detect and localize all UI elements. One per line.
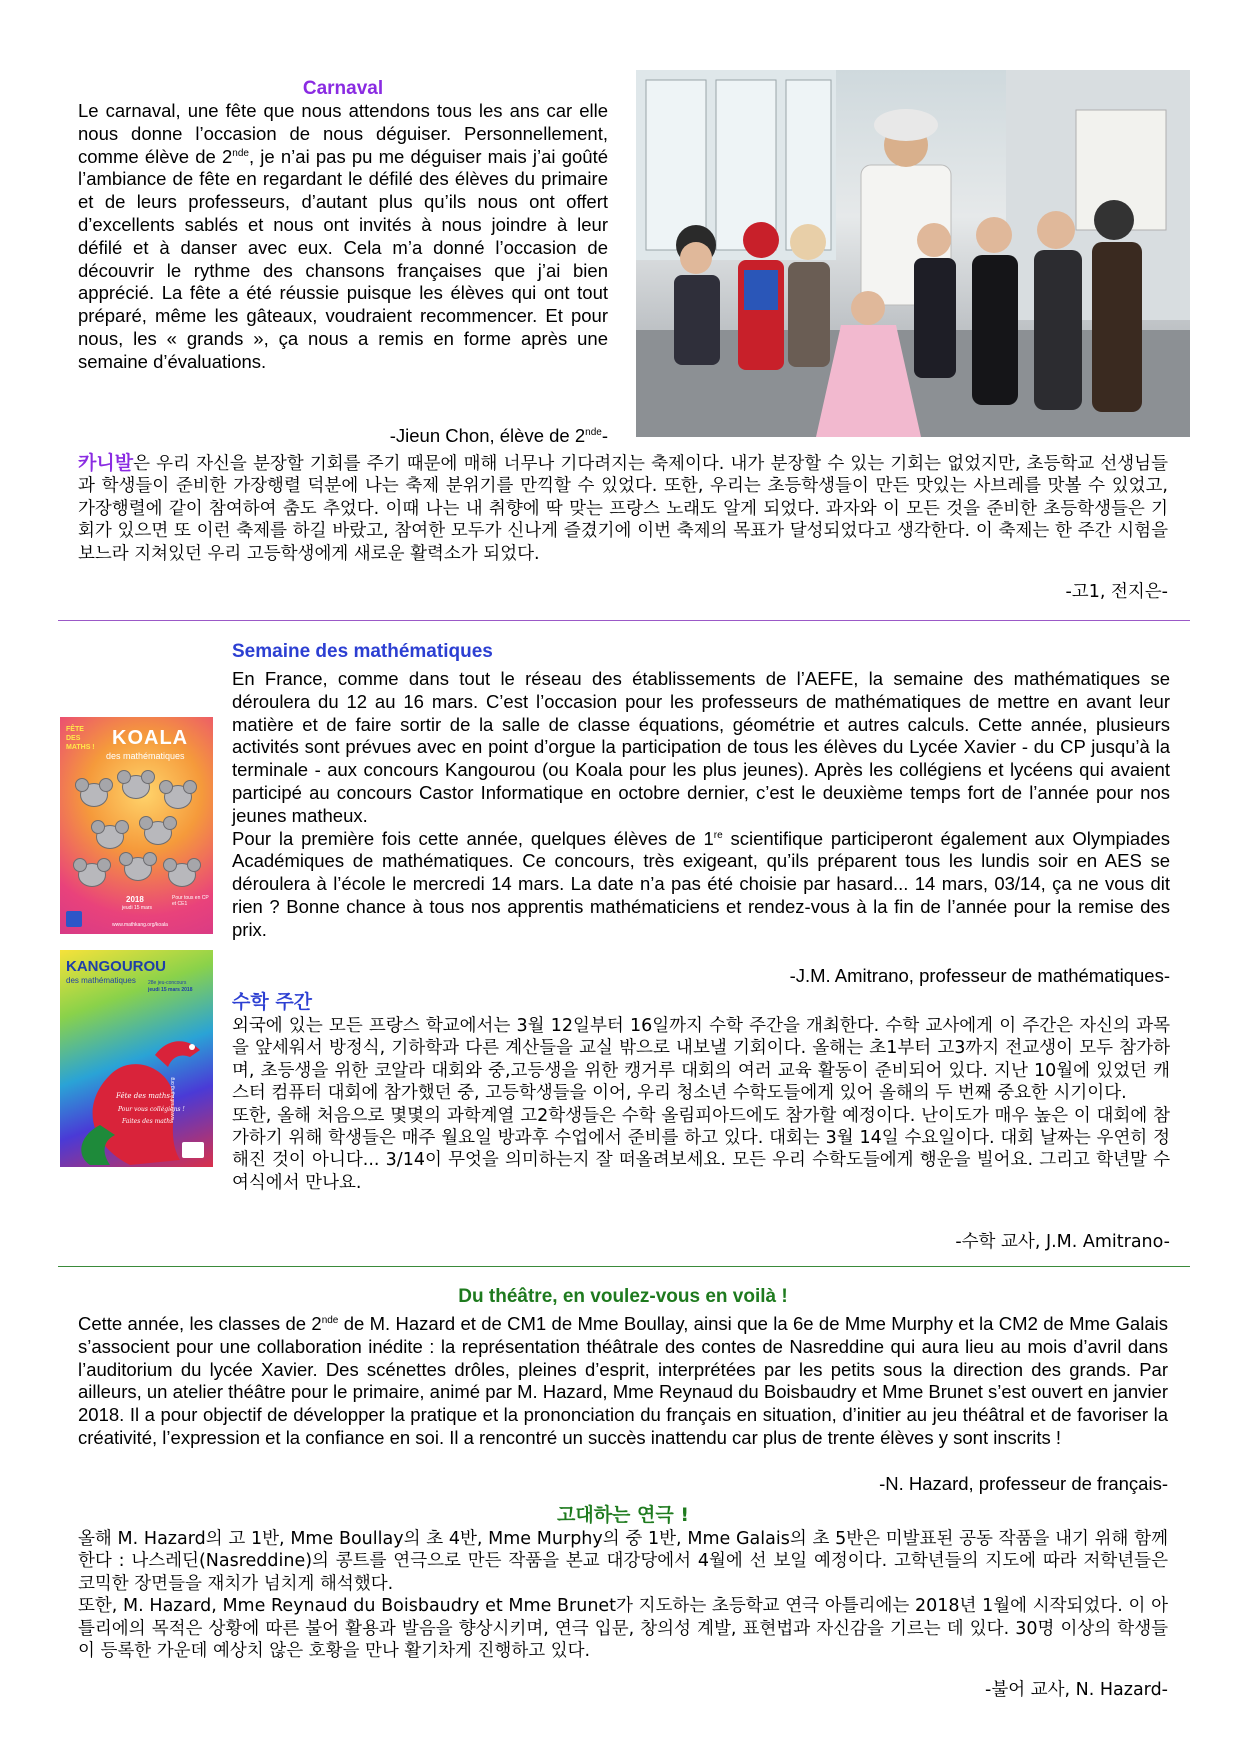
theatre-kr-paragraph-1: 올해 M. Hazard의 고 1반, Mme Boullay의 초 4반, Mme Murphy의 중 1반, Mme Galais의 초 5반은 미발표된 공동 작품을 내기 위해 함께 한다 : 나스레딘(Nasreddine)의 콩트를 연극으로 만든 작품을 본교 대강당에서 4월에 선 보일 예정이다. 고학년들의 지도에 따라 저학년들은 코믹한 장면들을 재치가 넘치게 해석했다. (78, 1529, 1168, 1594)
koala-poster-subtitle: des mathématiques (106, 751, 185, 761)
koala-poster-url: www.mathkang.org/koala (112, 922, 168, 928)
kangourou-poster-script-line-1: Fête des maths ! (116, 1092, 176, 1100)
carnaval-fr-signature: -Jieun Chon, élève de 2nde- (389, 425, 608, 446)
koala-icon (144, 821, 172, 845)
koala-poster-audience: Pour tous en CP et CE1 (172, 895, 209, 907)
koala-poster-logo (66, 911, 82, 927)
carnaval-fr-text: Le carnaval, une fête que nous attendons tous les ans car elle nous donne l’occasion de nous déguiser. Personnellement, comme élève de 2nde, je n’ai pas pu me déguiser mais j’ai goûté l’ambiance de fête en regardant le défilé des élèves du primaire et de leurs professeurs, d’autant plus qu’ils nous ont offert d’excellents sablés et nous ont invités à nous joindre à leur défilé et à danser avec eux. Cela m’a donné l’occasion de découvrir le rythme des chansons françaises que j’ai bien apprécié. La fête a été réussie puisque les élèves qui ont tout préparé, même les gâteaux, voudraient recommencer. Et pour nous, les « grands », ça nous a remis en forme après une semaine d’évaluations. (78, 100, 608, 372)
maths-kr-title: 수학 주간 (232, 991, 313, 1013)
kangourou-poster-script-line-3: Faites des maths (122, 1118, 174, 1125)
maths-fr-signature: -J.M. Amitrano, professeur de mathématiques- (789, 965, 1170, 986)
carnaval-kr-signature: -고1, 전지은- (1065, 582, 1168, 602)
carnaval-photo (636, 70, 1190, 437)
theatre-kr-paragraph-2: 또한, M. Hazard, Mme Reynaud du Boisbaudry et Mme Brunet가 지도하는 초등학교 연극 아틀리에는 2018년 1월에 시작되었다. 이 아틀리에의 목적은 상황에 따른 불어 활용과 발음을 향상시키며, 연극 입문, 창의성 계발, 표현법과 자신감을 기르는 데 있다. 30명 이상의 학생들이 등록한 가운데 예상치 않은 호황을 만나 활기차게 진행하고 있다. (78, 1596, 1168, 1662)
kangourou-poster-logo (182, 1142, 204, 1158)
koala-poster-year: 2018 (126, 895, 144, 904)
carnaval-kr-title: 카니발 (78, 452, 134, 474)
theatre-fr-text: Cette année, les classes de 2nde de M. Hazard et de CM1 de Mme Boullay, ainsi que la 6e de Mme Murphy et la CM2 de Mme Galais s’associent pour une collaboration inédite : la représentation théâtrale des contes de Nasreddine qui aura lieu au mois d’avril dans l’auditorium du lycée Xavier. Des scénettes drôles, pleines d’esprit, interprétées par les petits sous la direction des grands. Par ailleurs, un atelier théâtre pour le primaire, animé par M. Hazard, Mme Reynaud du Boisbaudry et Mme Brunet s’est ouvert en janvier 2018. Il a pour objectif de développer la pratique et la prononciation du français en situation, d’initier au jeu théâtral et de favoriser la créativité, l’expression et la confiance en soi. Il a rencontré un succès inattendu car plus de trente élèves y sont inscrits ! (78, 1313, 1168, 1448)
theatre-fr-signature: -N. Hazard, professeur de français- (879, 1473, 1168, 1494)
kangourou-poster-title: KANGOUROU (66, 958, 166, 975)
koala-icon (122, 775, 150, 799)
kangourou-poster-url: www.mathkang.org (170, 1077, 176, 1120)
koala-icon (96, 825, 124, 849)
section-divider-green (58, 1266, 1190, 1267)
carnaval-kr-text: 카니발은 우리 자신을 분장할 기회를 주기 때문에 매해 너무나 기다려지는 축제이다. 내가 분장할 수 있는 기회는 없었지만, 초등학교 선생님들과 학생들이 준비한 가장행렬 덕분에 나는 축제 분위기를 만끽할 수 있었다. 또한, 우리는 초등학생들이 만든 맛있는 사브레를 맛볼 수 있었고, 가장행렬에 같이 참여하여 춤도 추었다. 이때 나는 내 취향에 딱 맞는 프랑스 노래도 알게 되었다. 과자와 이 모든 것을 준비한 초등학생들은 기회가 있으면 또 이런 축제를 하길 바랐고, 참여한 모두가 신나게 즐겼기에 이번 축제의 목표가 달성되었다고 생각한다. 이 축제는 한 주간 시험을 보느라 지쳐있던 우리 고등학생에게 새로운 활력소가 되었다. (78, 452, 1168, 564)
theatre-title: Du théâtre, en voulez-vous en voilà ! (458, 1286, 788, 1307)
kangourou-poster-date: jeudi 15 mars 2018 (148, 987, 193, 993)
maths-kr-signature: -수학 교사, J.M. Amitrano- (955, 1232, 1170, 1252)
kangourou-poster-edition: 28e jeu-concours (148, 980, 187, 986)
koala-poster-date: jeudi 15 mars (122, 905, 153, 911)
maths-fr-text (232, 668, 1170, 942)
theatre-kr-title: 고대하는 연극 ! (556, 1504, 690, 1526)
carnaval-photo-illustration (636, 70, 1190, 437)
theatre-kr-signature: -불어 교사, N. Hazard- (985, 1680, 1168, 1700)
maths-fr-paragraph-2: Pour la première fois cette année, quelques élèves de 1re scientifique participeront également aux Olympiades Académiques de mathématiques. Ce concours, très exigeant, qu’ils préparent tous les lundis soir en AES se déroulera à l’école le mercredi 14 mars. La date n’a pas été choisie par hasard... 14 mars, 03/14, ça ne vous dit rien ? Bonne chance à tous nos apprentis mathématiciens et rendez-vous à la fin de l’année pour la remise des prix. (232, 827, 1170, 940)
koala-icon (124, 857, 152, 881)
koala-icon (78, 863, 106, 887)
maths-title: Semaine des mathématiques (232, 641, 493, 662)
koala-icon (164, 785, 192, 809)
theatre-kr-text (78, 1528, 1168, 1662)
kangourou-poster (60, 950, 213, 1167)
koala-poster-top-label: FÊTE DES MATHS ! (66, 726, 95, 751)
koala-poster-title: KOALA (112, 727, 189, 749)
kangourou-poster-subtitle: des mathématiques (66, 976, 136, 985)
section-divider-purple (58, 620, 1190, 621)
maths-fr-paragraph-1: En France, comme dans tout le réseau des établissements de l’AEFE, la semaine des mathématiques se déroulera du 12 au 16 mars. C’est l’occasion pour les professeurs de mathématiques de mettre en avant leur matière et de faire sortir de la salle de classe équations, géométrie et autres calculs. Cette année, plusieurs activités sont prévues avec en point d’orgue la participation de tous les élèves du Lycée Xavier - du CP jusqu’à la terminale - aux concours Kangourou (ou Koala pour les plus jeunes). Après les collégiens et lycéens qui avaient participé au concours Castor Informatique en octobre dernier, c’est le deuxième temps fort de l’année pour nos jeunes matheux. (232, 668, 1170, 826)
koala-poster (60, 717, 213, 934)
kangourou-poster-script-line-2: Pour vous collégiens ! (118, 1106, 185, 1113)
koala-icon (80, 783, 108, 807)
koala-icon (168, 863, 196, 887)
maths-kr-paragraph-2: 또한, 올해 처음으로 몇몇의 과학계열 고2학생들은 수학 올림피아드에도 참가할 예정이다. 난이도가 매우 높은 이 대회에 참가하기 위해 학생들은 매주 월요일 방과후 수업에서 준비를 하고 있다. 대회는 3월 14일 수요일이다. 대회 날짜는 우연히 정해진 것이 아니다... 3/14이 무엇을 의미하는지 잘 떠올려보세요. 모든 우리 수학도들에게 행운을 빌어요. 그리고 학년말 수여식에서 만나요. (232, 1105, 1170, 1193)
maths-kr-paragraph-1: 외국에 있는 모든 프랑스 학교에서는 3월 12일부터 16일까지 수학 주간을 개최한다. 수학 교사에게 이 주간은 자신의 과목을 앞세워서 방정식, 기하학과 다른 계산들을 교실 밖으로 내보낼 기회이다. 올해는 초1부터 고3까지 전교생이 모두 참가하며, 초등생을 위한 코알라 대회와 중,고등생을 위한 캥거루 대회의 여러 교육 활동이 준비되어 있다. 지난 10월에 있었던 캐스터 컴퓨터 대회에 참가했던 중, 고등학생들을 이어, 우리 청소년 수학도들에게 있어 올해의 두 번째 중요한 시기이다. (232, 1016, 1170, 1104)
carnaval-title: Carnaval (302, 78, 384, 99)
maths-kr-text (232, 1015, 1170, 1194)
